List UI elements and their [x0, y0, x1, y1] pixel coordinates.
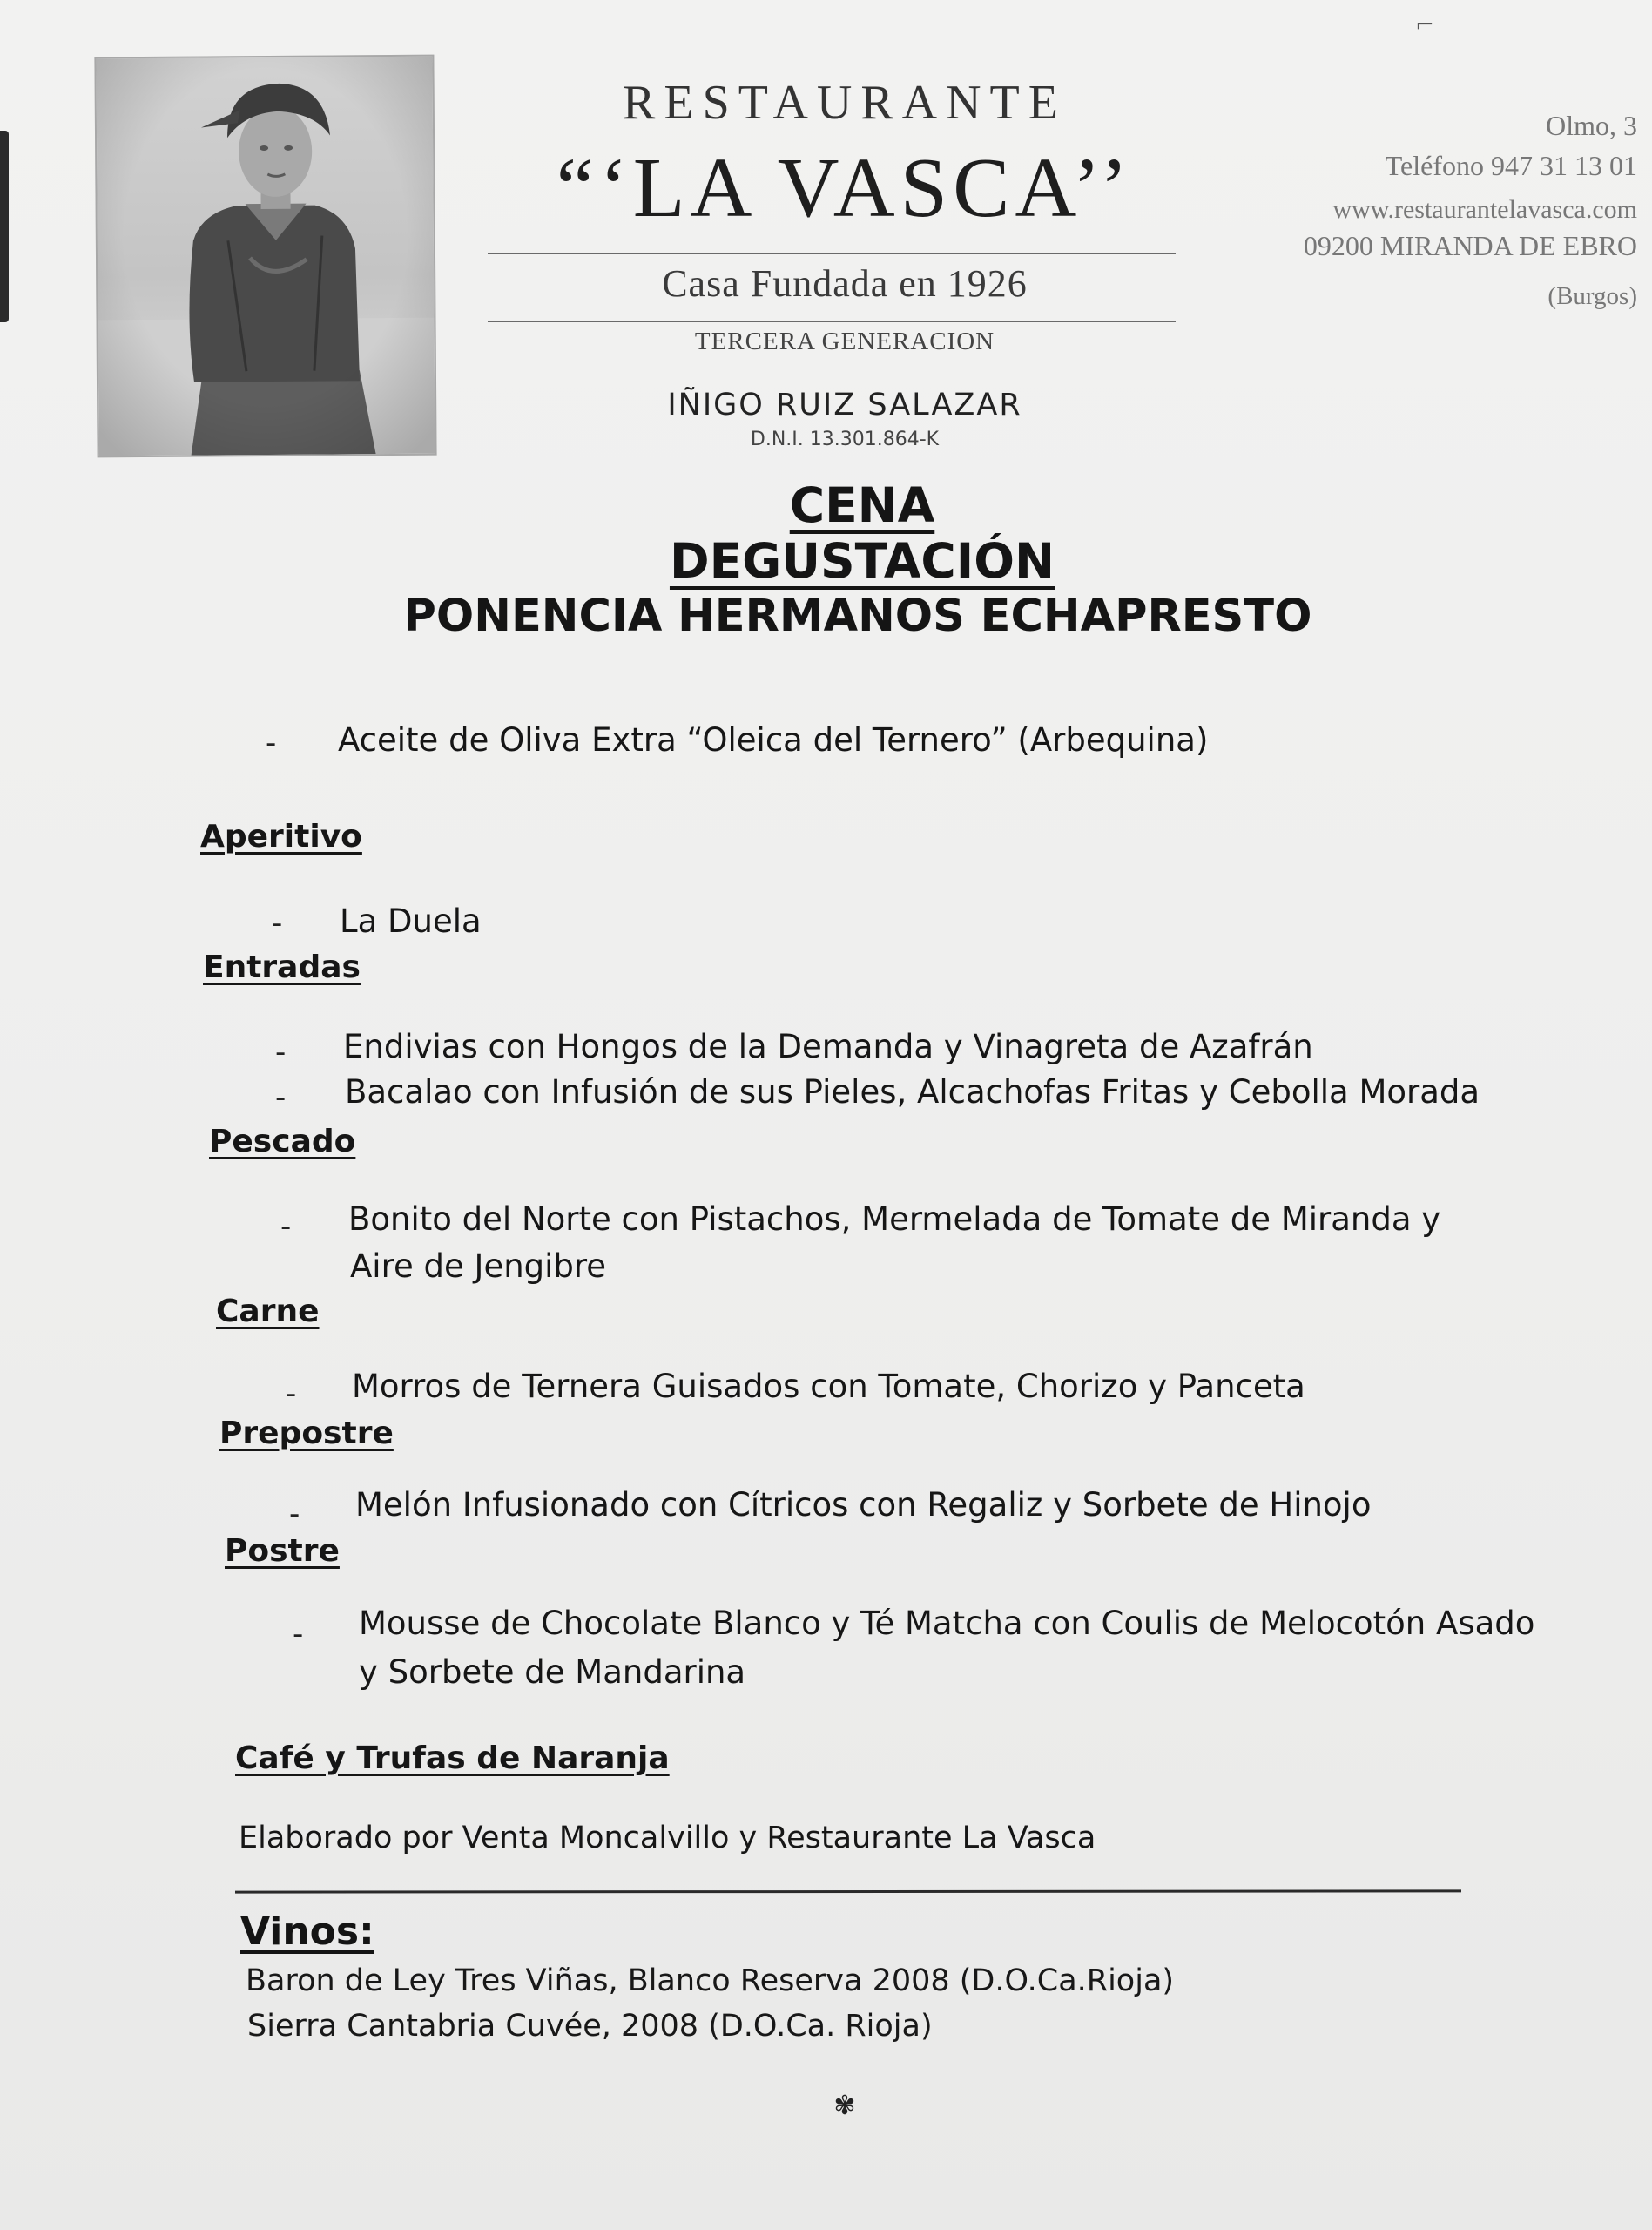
- contact-phone: Teléfono 947 31 13 01: [1385, 150, 1637, 181]
- bullet-marker: -: [266, 726, 277, 760]
- wine-item: Baron de Ley Tres Viñas, Blanco Reserva 2008 (D.O.Ca.Rioja): [246, 1963, 1175, 1998]
- generation-text: TERCERA GENERACION: [694, 328, 995, 355]
- menu-item: La Duela: [340, 902, 482, 940]
- menu-item: Melón Infusionado con Cítricos con Regaliz y Sorbete de Hinojo: [355, 1486, 1372, 1524]
- bullet-marker: -: [286, 1376, 297, 1411]
- menu-item-line: Mousse de Chocolate Blanco y Té Matcha con Coulis de Melocotón Asado: [359, 1605, 1535, 1642]
- wines-title: Vinos:: [240, 1909, 374, 1954]
- menu-item-line: Aire de Jengibre: [350, 1247, 607, 1285]
- header-divider-bottom: [488, 321, 1176, 322]
- oil-item: Aceite de Oliva Extra “Oleica del Ternero” (Arbequina): [338, 721, 1209, 759]
- contact-province: (Burgos): [1547, 282, 1637, 310]
- ornament-icon: ✾: [833, 2091, 856, 2121]
- bullet-marker: -: [293, 1617, 304, 1652]
- contact-city: 09200 MIRANDA DE EBRO: [1303, 230, 1637, 261]
- menu-subtitle: PONENCIA HERMANOS ECHAPRESTO: [403, 591, 1312, 642]
- section-postre: Postre: [225, 1533, 340, 1569]
- menu-item-line: Bonito del Norte con Pistachos, Mermelada de Tomate de Miranda y: [348, 1200, 1441, 1238]
- wines-divider: [235, 1889, 1461, 1893]
- menu-item: Morros de Ternera Guisados con Tomate, Chorizo y Panceta: [352, 1368, 1305, 1405]
- wine-item: Sierra Cantabria Cuvée, 2008 (D.O.Ca. Rioja): [247, 2009, 933, 2044]
- section-aperitivo: Aperitivo: [200, 819, 362, 855]
- credit-text: Elaborado por Venta Moncalvillo y Restaurante La Vasca: [239, 1821, 1096, 1855]
- page-edge-shadow: [0, 131, 9, 322]
- menu-title: CENA DEGUSTACIÓN: [669, 477, 1055, 589]
- bullet-marker: -: [280, 1209, 292, 1244]
- menu-item-line: y Sorbete de Mandarina: [359, 1653, 746, 1691]
- owner-dni: D.N.I. 13.301.864-K: [750, 429, 940, 450]
- bullet-marker: -: [275, 1080, 287, 1115]
- corner-mark-icon: ⌐: [1415, 12, 1434, 38]
- header-divider-top: [488, 253, 1176, 254]
- section-cafe: Café y Trufas de Naranja: [235, 1740, 670, 1776]
- bullet-marker: -: [272, 906, 283, 941]
- restaurant-label: RESTAURANTE: [623, 76, 1067, 130]
- founder-portrait-image: [94, 55, 436, 458]
- section-prepostre: Prepostre: [219, 1416, 394, 1451]
- section-carne: Carne: [216, 1294, 320, 1329]
- founded-text: Casa Fundada en 1926: [662, 262, 1028, 305]
- section-entradas: Entradas: [203, 949, 361, 985]
- menu-item: Bacalao con Infusión de sus Pieles, Alcachofas Fritas y Cebolla Morada: [345, 1073, 1480, 1111]
- section-pescado: Pescado: [209, 1124, 356, 1159]
- contact-web: www.restaurantelavasca.com: [1332, 195, 1637, 224]
- bullet-marker: -: [275, 1035, 287, 1070]
- restaurant-name: “‘LA VASCA’’: [556, 141, 1134, 235]
- menu-item: Endivias con Hongos de la Demanda y Vinagreta de Azafrán: [343, 1028, 1313, 1065]
- contact-street: Olmo, 3: [1546, 110, 1637, 141]
- owner-name: IÑIGO RUIZ SALAZAR: [667, 388, 1022, 422]
- bullet-marker: -: [289, 1497, 300, 1531]
